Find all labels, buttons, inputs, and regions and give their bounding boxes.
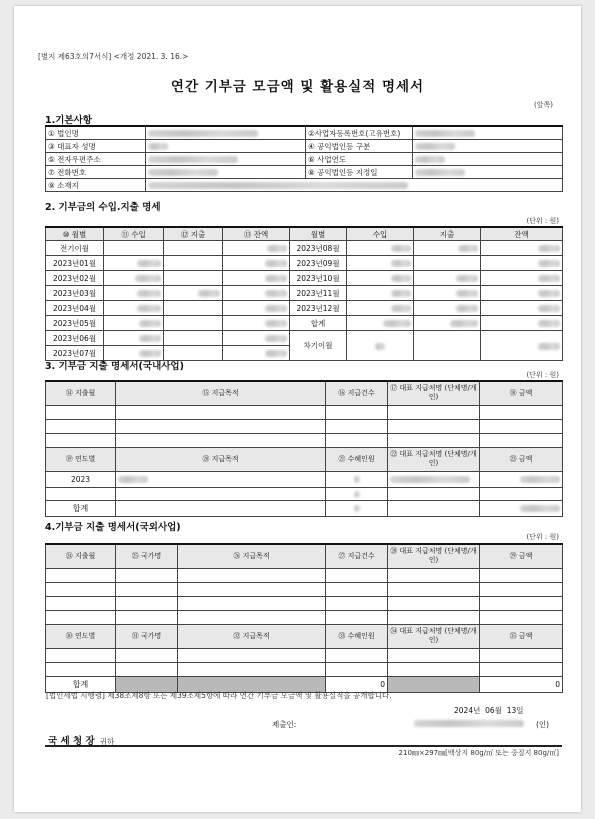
overseas-total-label: 합계 [46, 676, 116, 692]
label-designation: ⑧ 공익법인등 지정일 [306, 166, 413, 179]
label-biz-no: ②사업자등록번호(고유번호) [306, 126, 413, 140]
col-balance-2: 잔액 [481, 227, 563, 241]
value-type [413, 140, 563, 153]
col-payee-2: ㉞ 대표 지급처명 (단체명/개인) [388, 624, 480, 648]
col-payee: ㉘ 대표 지급처명 (단체명/개인) [388, 544, 480, 568]
section1-title: 1.기본사항 [45, 115, 92, 126]
form-page [14, 6, 581, 812]
value-ceo [146, 140, 306, 153]
col-exp-month: ⑭ 지출월 [46, 381, 116, 405]
col-country-2: ㉛ 국가명 [116, 624, 178, 648]
value-address [146, 179, 563, 192]
value-email [146, 153, 306, 166]
basic-row [46, 179, 563, 192]
footer-divider [45, 745, 562, 747]
label-email: ⑤ 전자우편주소 [46, 153, 146, 166]
label-address: ⑨ 소재지 [46, 179, 146, 192]
col-amount-2: ㉓ 금액 [480, 447, 563, 471]
overseas-total-count: 0 [326, 676, 388, 692]
month-cell: 전기이월 [46, 241, 104, 256]
col-purpose-2: ⑳ 지급목적 [116, 447, 326, 471]
month-cell: 2023년03월 [46, 286, 104, 301]
col-amount: ㉙ 금액 [480, 544, 563, 568]
col-payee-2: ㉒ 대표 지급처명 (단체명/개인) [388, 447, 480, 471]
domestic-expense-table [45, 380, 563, 517]
value-designation [413, 166, 563, 179]
month-cell: 2023년10월 [290, 271, 347, 286]
basic-info-table [45, 125, 563, 192]
col-year: ⑲ 연도별 [46, 447, 116, 471]
label-ceo: ③ 대표자 성명 [46, 140, 146, 153]
date-year: 2024년 [454, 706, 481, 715]
month-cell: 2023년09월 [290, 256, 347, 271]
col-beneficiaries: ㉑ 수혜인원 [326, 447, 388, 471]
carry-over-cell: 차기이월 [290, 331, 347, 361]
section2-unit: (단위 : 원) [526, 217, 559, 225]
col-month: ⑩ 월별 [46, 227, 104, 241]
basic-row [46, 166, 563, 179]
label-type: ④ 공익법인등 구분 [306, 140, 413, 153]
document-title: 연간 기부금 모금액 및 활용실적 명세서 [170, 79, 425, 95]
legal-statement: [법인세법 시행령] 제38조제8항 또는 제39조제5항에 따라 연간 기부금 모금액 및 활용실적을 공개합니다. [46, 691, 392, 700]
income-expense-table [45, 226, 563, 361]
col-amount: ⑱ 금액 [480, 381, 563, 405]
month-cell: 2023년08월 [290, 241, 347, 256]
recipient-name: 국 세 청 장 [48, 736, 95, 747]
col-exp-month: ㉔ 지출월 [46, 544, 116, 568]
col-expense-2: 지출 [414, 227, 481, 241]
recipient-suffix: 귀하 [99, 737, 115, 746]
col-amount-2: ㉟ 금액 [480, 624, 563, 648]
col-count: ⑯ 지급건수 [326, 381, 388, 405]
date-day: 13일 [506, 706, 524, 715]
label-phone: ⑦ 전화번호 [46, 166, 146, 179]
overseas-total-amount: 0 [480, 676, 563, 692]
value-biz-no [413, 126, 563, 140]
value-phone [146, 166, 306, 179]
month-cell: 2023년06월 [46, 331, 104, 346]
label-corp-name: ① 법인명 [46, 126, 146, 140]
front-label: (앞쪽) [534, 101, 553, 109]
submitter-name [414, 719, 524, 728]
month-cell: 2023년04월 [46, 301, 104, 316]
col-expense: ⑫ 지출 [164, 227, 223, 241]
month-cell: 2023년07월 [46, 346, 104, 361]
paper-spec: 210㎜×297㎜[백상지 80g/㎡ 또는 중질지 80g/㎡] [398, 749, 559, 757]
overseas-expense-table [45, 543, 563, 693]
domestic-total-label: 합계 [46, 500, 116, 516]
section3-unit: (단위 : 원) [526, 371, 559, 379]
date-month: 06월 [485, 706, 502, 715]
month-cell: 2023년11월 [290, 286, 347, 301]
month-cell: 2023년02월 [46, 271, 104, 286]
col-purpose: ⑮ 지급목적 [116, 381, 326, 405]
section2-title: 2. 기부금의 수입.지출 명세 [45, 202, 161, 213]
year-cell: 2023 [46, 471, 116, 487]
basic-row [46, 140, 563, 153]
month-cell: 2023년05월 [46, 316, 104, 331]
col-month-2: 월별 [290, 227, 347, 241]
total-cell: 합계 [290, 316, 347, 331]
label-fiscal-year: ⑥ 사업연도 [306, 153, 413, 166]
submission-date [454, 705, 524, 716]
submitter-label: 제출인: [272, 720, 297, 729]
basic-row [46, 153, 563, 166]
col-beneficiaries: ㉝ 수혜인원 [326, 624, 388, 648]
col-income-2: 수입 [347, 227, 414, 241]
month-cell: 2023년12월 [290, 301, 347, 316]
seal-mark: (인) [536, 720, 550, 729]
section3-title: 3. 기부금 지출 명세서(국내사업) [45, 361, 184, 372]
col-count: ㉗ 지급건수 [326, 544, 388, 568]
col-balance: ⑬ 잔액 [223, 227, 290, 241]
basic-row [46, 126, 563, 140]
col-income: ⑪ 수입 [104, 227, 164, 241]
col-country: ㉕ 국가명 [116, 544, 178, 568]
col-purpose-2: ㉜ 지급목적 [178, 624, 326, 648]
value-fiscal-year [413, 153, 563, 166]
col-payee: ⑰ 대표 지급처명 (단체명/개인) [388, 381, 480, 405]
month-cell: 2023년01월 [46, 256, 104, 271]
col-purpose: ㉖ 지급목적 [178, 544, 326, 568]
form-code: [별지 제63호의7서식] <개정 2021. 3. 16.> [38, 52, 189, 61]
col-year: ㉚ 연도별 [46, 624, 116, 648]
section4-unit: (단위 : 원) [526, 533, 559, 541]
value-corp-name [146, 126, 306, 140]
section4-title: 4.기부금 지출 명세서(국외사업) [45, 522, 181, 533]
